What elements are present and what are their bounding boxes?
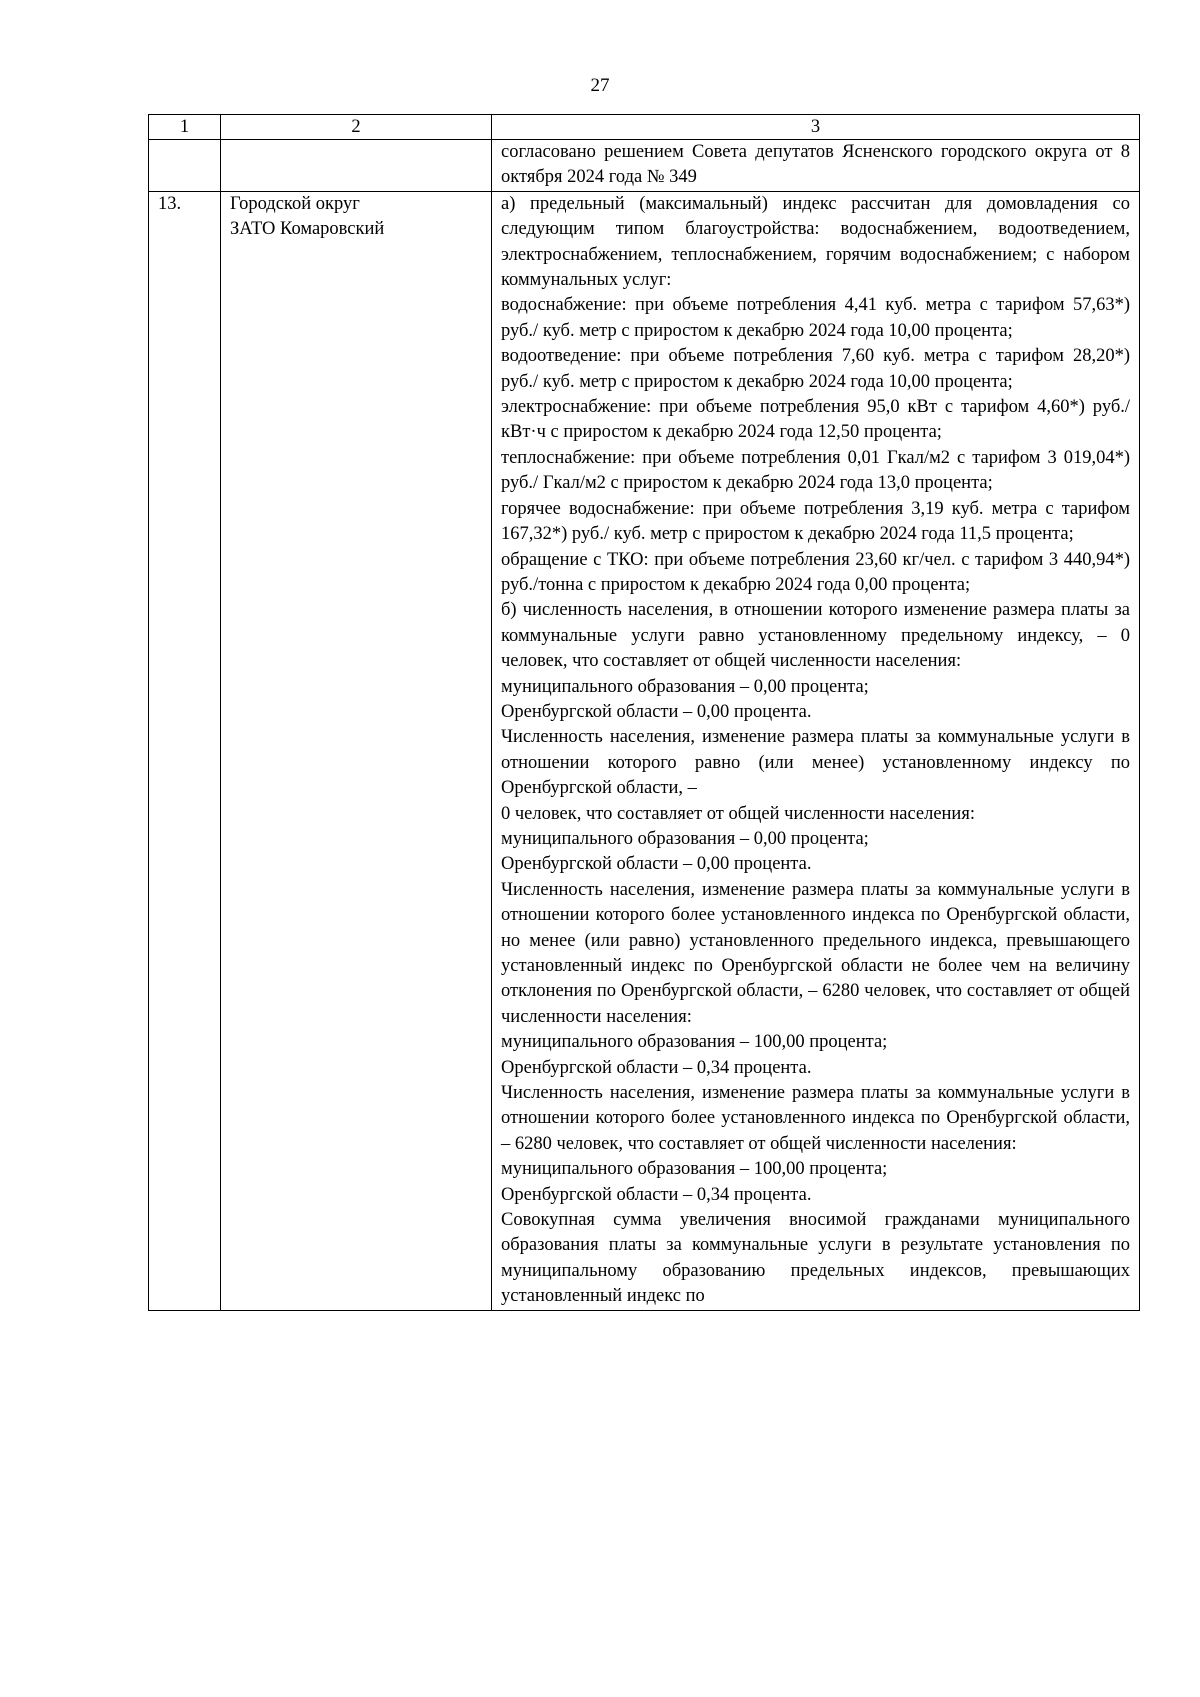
tariff-table	[148, 114, 1140, 1311]
paragraph: Оренбургской области – 0,34 процента.	[501, 1184, 812, 1205]
row-details-cell	[492, 191, 1140, 1310]
paragraph: Оренбургской области – 0,34 процента.	[501, 1057, 812, 1078]
paragraph: электроснабжение: при объеме потребления 95,0 кВт с тарифом 4,60*) руб./кВт·ч с приростом к декабрю 2024 года 12,50 процента;	[501, 397, 1130, 443]
column-header-2: 2	[221, 115, 492, 140]
paragraph: Численность населения, изменение размера платы за коммунальные услуги в отношении которого более установленного индекса по Оренбургской области, но менее (или равно) установленного предельного индекса, превышающего установленный индекс по Оренбургской области не более чем на величину отклонения по Оренбургской области, – 6280 человек, что составляет от общей численности населения:	[501, 879, 1130, 1027]
paragraph: водоснабжение: при объеме потребления 4,41 куб. метра с тарифом 57,63*) руб./ куб. метр с приростом к декабрю 2024 года 10,00 процента;	[501, 295, 1130, 341]
column-header-3: 3	[492, 115, 1140, 140]
continuation-paragraph: согласовано решением Совета депутатов Ясненского городского округа от 8 октября 2024 года № 349	[501, 142, 1130, 188]
paragraph: Совокупная сумма увеличения вносимой гражданами муниципального образования платы за коммунальные услуги в результате установления по муниципальному образованию предельных индексов, превышающих установленный индекс по	[501, 1210, 1130, 1307]
paragraph: муниципального образования – 100,00 процента;	[501, 1159, 888, 1180]
paragraph: теплоснабжение: при объеме потребления 0,01 Гкал/м2 с тарифом 3 019,04*) руб./ Гкал/м2 с приростом к декабрю 2024 года 13,0 процента;	[501, 447, 1130, 494]
paragraph: Численность населения, изменение размера платы за коммунальные услуги в отношении которого равно (или менее) установленному индексу по Оренбургской области, –	[501, 727, 1130, 799]
municipality-name-line: ЗАТО Комаровский	[230, 219, 385, 240]
page-number: 27	[590, 75, 610, 96]
paragraph: а) предельный (максимальный) индекс рассчитан для домовладения со следующим типом благоустройства: водоснабжением, водоотведением, электроснабжением, теплоснабжением, горячим водоснабжением; с набором коммунальных услуг:	[501, 193, 1130, 291]
paragraph: муниципального образования – 100,00 процента;	[501, 1032, 888, 1053]
paragraph: б) численность населения, в отношении которого изменение размера платы за коммунальные услуги равно установленному предельному индексу, – 0 человек, что составляет от общей численности населения:	[501, 600, 1130, 672]
paragraph: Оренбургской области – 0,00 процента.	[501, 701, 812, 722]
continuation-text-cell	[492, 140, 1140, 192]
municipality-name	[221, 191, 492, 1310]
paragraph: водоотведение: при объеме потребления 7,60 куб. метра с тарифом 28,20*) руб./ куб. метр с приростом к декабрю 2024 года 10,00 процента;	[501, 346, 1130, 392]
continuation-number-cell	[149, 140, 221, 192]
paragraph: Численность населения, изменение размера платы за коммунальные услуги в отношении которого более установленного индекса по Оренбургской области, – 6280 человек, что составляет от общей численности населения:	[501, 1083, 1130, 1154]
table-header-row	[149, 115, 1140, 140]
paragraph: муниципального образования – 0,00 процента;	[501, 676, 869, 697]
continuation-name-cell	[221, 140, 492, 192]
column-header-1: 1	[149, 115, 221, 140]
paragraph: горячее водоснабжение: при объеме потребления 3,19 куб. метра с тарифом 167,32*) руб./ куб. метр с приростом к декабрю 2024 года 11,5 процента;	[501, 498, 1130, 545]
row-number: 13.	[149, 191, 221, 1310]
municipality-name-line: Городской округ	[230, 193, 360, 214]
table-row	[149, 191, 1140, 1310]
paragraph: Оренбургской области – 0,00 процента.	[501, 854, 812, 875]
paragraph: обращение с ТКО: при объеме потребления 23,60 кг/чел. с тарифом 3 440,94*) руб./тонна с приростом к декабрю 2024 года 0,00 процента;	[501, 549, 1130, 595]
continuation-row	[149, 140, 1140, 192]
paragraph: муниципального образования – 0,00 процента;	[501, 828, 869, 849]
paragraph: 0 человек, что составляет от общей численности населения:	[501, 803, 975, 824]
